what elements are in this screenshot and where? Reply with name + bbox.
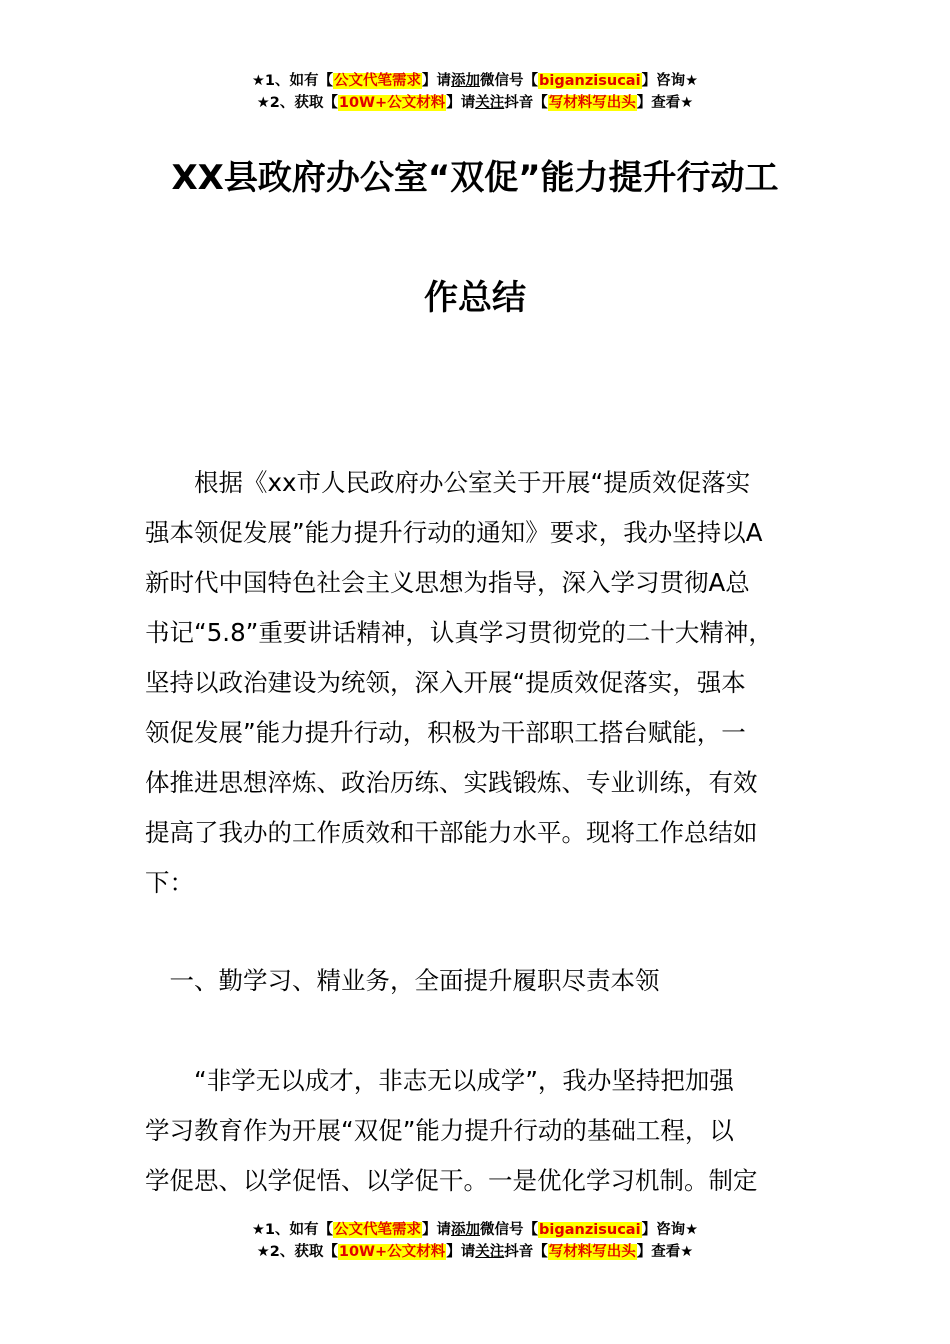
wechat-id-highlight: biganzisucai — [539, 1222, 641, 1238]
douyin-id-highlight: 写材料写出头 — [548, 1244, 636, 1260]
notice-highlight: 公文代笔需求 — [334, 73, 422, 89]
notice-line-1 — [0, 70, 950, 92]
notice-line-2 — [0, 92, 950, 114]
notice-text: ★1、如有【 — [251, 1222, 334, 1238]
notice-underline: 关注 — [475, 1244, 505, 1260]
notice-highlight: 公文代笔需求 — [334, 1222, 422, 1238]
notice-underline: 添加 — [451, 73, 481, 89]
document-title-line-1: XX县政府办公室“双促”能力提升行动工 — [171, 158, 779, 198]
notice-text: ★1、如有【 — [251, 73, 334, 89]
notice-underline: 添加 — [451, 1222, 481, 1238]
notice-line-2 — [0, 1241, 950, 1263]
section-heading-1 — [145, 956, 810, 1006]
notice-text: 微信号【 — [480, 1222, 539, 1238]
paragraph-line: 提高了我办的工作质效和干部能力水平。现将工作总结如 — [145, 818, 758, 847]
paragraph-line: 坚持以政治建设为统领，深入开展“提质效促落实，强本 — [145, 668, 746, 697]
intro-paragraph — [145, 458, 810, 908]
footer-notice — [0, 1219, 950, 1263]
notice-text: 】请 — [422, 1222, 452, 1238]
notice-text: 】请 — [446, 1244, 476, 1260]
notice-line-1 — [0, 1219, 950, 1241]
header-notice — [0, 70, 950, 114]
paragraph-line: 学促思、以学促悟、以学促干。一是优化学习机制。制定 — [145, 1166, 758, 1195]
notice-text: 抖音【 — [504, 95, 548, 111]
notice-text: 】请 — [446, 95, 476, 111]
paragraph-line: “非学无以成才，非志无以成学”，我办坚持把加强 — [145, 1066, 734, 1095]
paragraph-line: 领促发展”能力提升行动，积极为干部职工搭台赋能，一 — [145, 718, 746, 747]
notice-text: ★2、获取【 — [256, 95, 338, 111]
notice-text: 】查看★ — [636, 95, 694, 111]
notice-text: 抖音【 — [504, 1244, 548, 1260]
paragraph-line: 根据《xx市人民政府办公室关于开展“提质效促落实 — [145, 468, 751, 497]
heading-text: 一、勤学习、精业务，全面提升履职尽责本领 — [145, 966, 660, 995]
notice-text: 】查看★ — [636, 1244, 694, 1260]
paragraph-line: 下： — [145, 868, 194, 897]
notice-text: ★2、获取【 — [256, 1244, 338, 1260]
notice-text: 】咨询★ — [641, 73, 699, 89]
notice-underline: 关注 — [475, 95, 505, 111]
notice-highlight: 10W+公文材料 — [338, 1244, 446, 1260]
notice-highlight: 10W+公文材料 — [338, 95, 446, 111]
paragraph-line: 强本领促发展”能力提升行动的通知》要求，我办坚持以A — [145, 518, 763, 547]
paragraph-line: 书记“5.8”重要讲话精神，认真学习贯彻党的二十大精神， — [145, 618, 773, 647]
notice-text: 】咨询★ — [641, 1222, 699, 1238]
paragraph-line: 新时代中国特色社会主义思想为指导，深入学习贯彻A总 — [145, 568, 750, 597]
section-paragraph-1 — [145, 1056, 810, 1206]
document-title-line-2: 作总结 — [424, 278, 526, 318]
paragraph-line: 体推进思想淬炼、政治历练、实践锻炼、专业训练，有效 — [145, 768, 758, 797]
paragraph-line: 学习教育作为开展“双促”能力提升行动的基础工程，以 — [145, 1116, 734, 1145]
notice-text: 】请 — [422, 73, 452, 89]
wechat-id-highlight: biganzisucai — [539, 73, 641, 89]
notice-text: 微信号【 — [480, 73, 539, 89]
douyin-id-highlight: 写材料写出头 — [548, 95, 636, 111]
